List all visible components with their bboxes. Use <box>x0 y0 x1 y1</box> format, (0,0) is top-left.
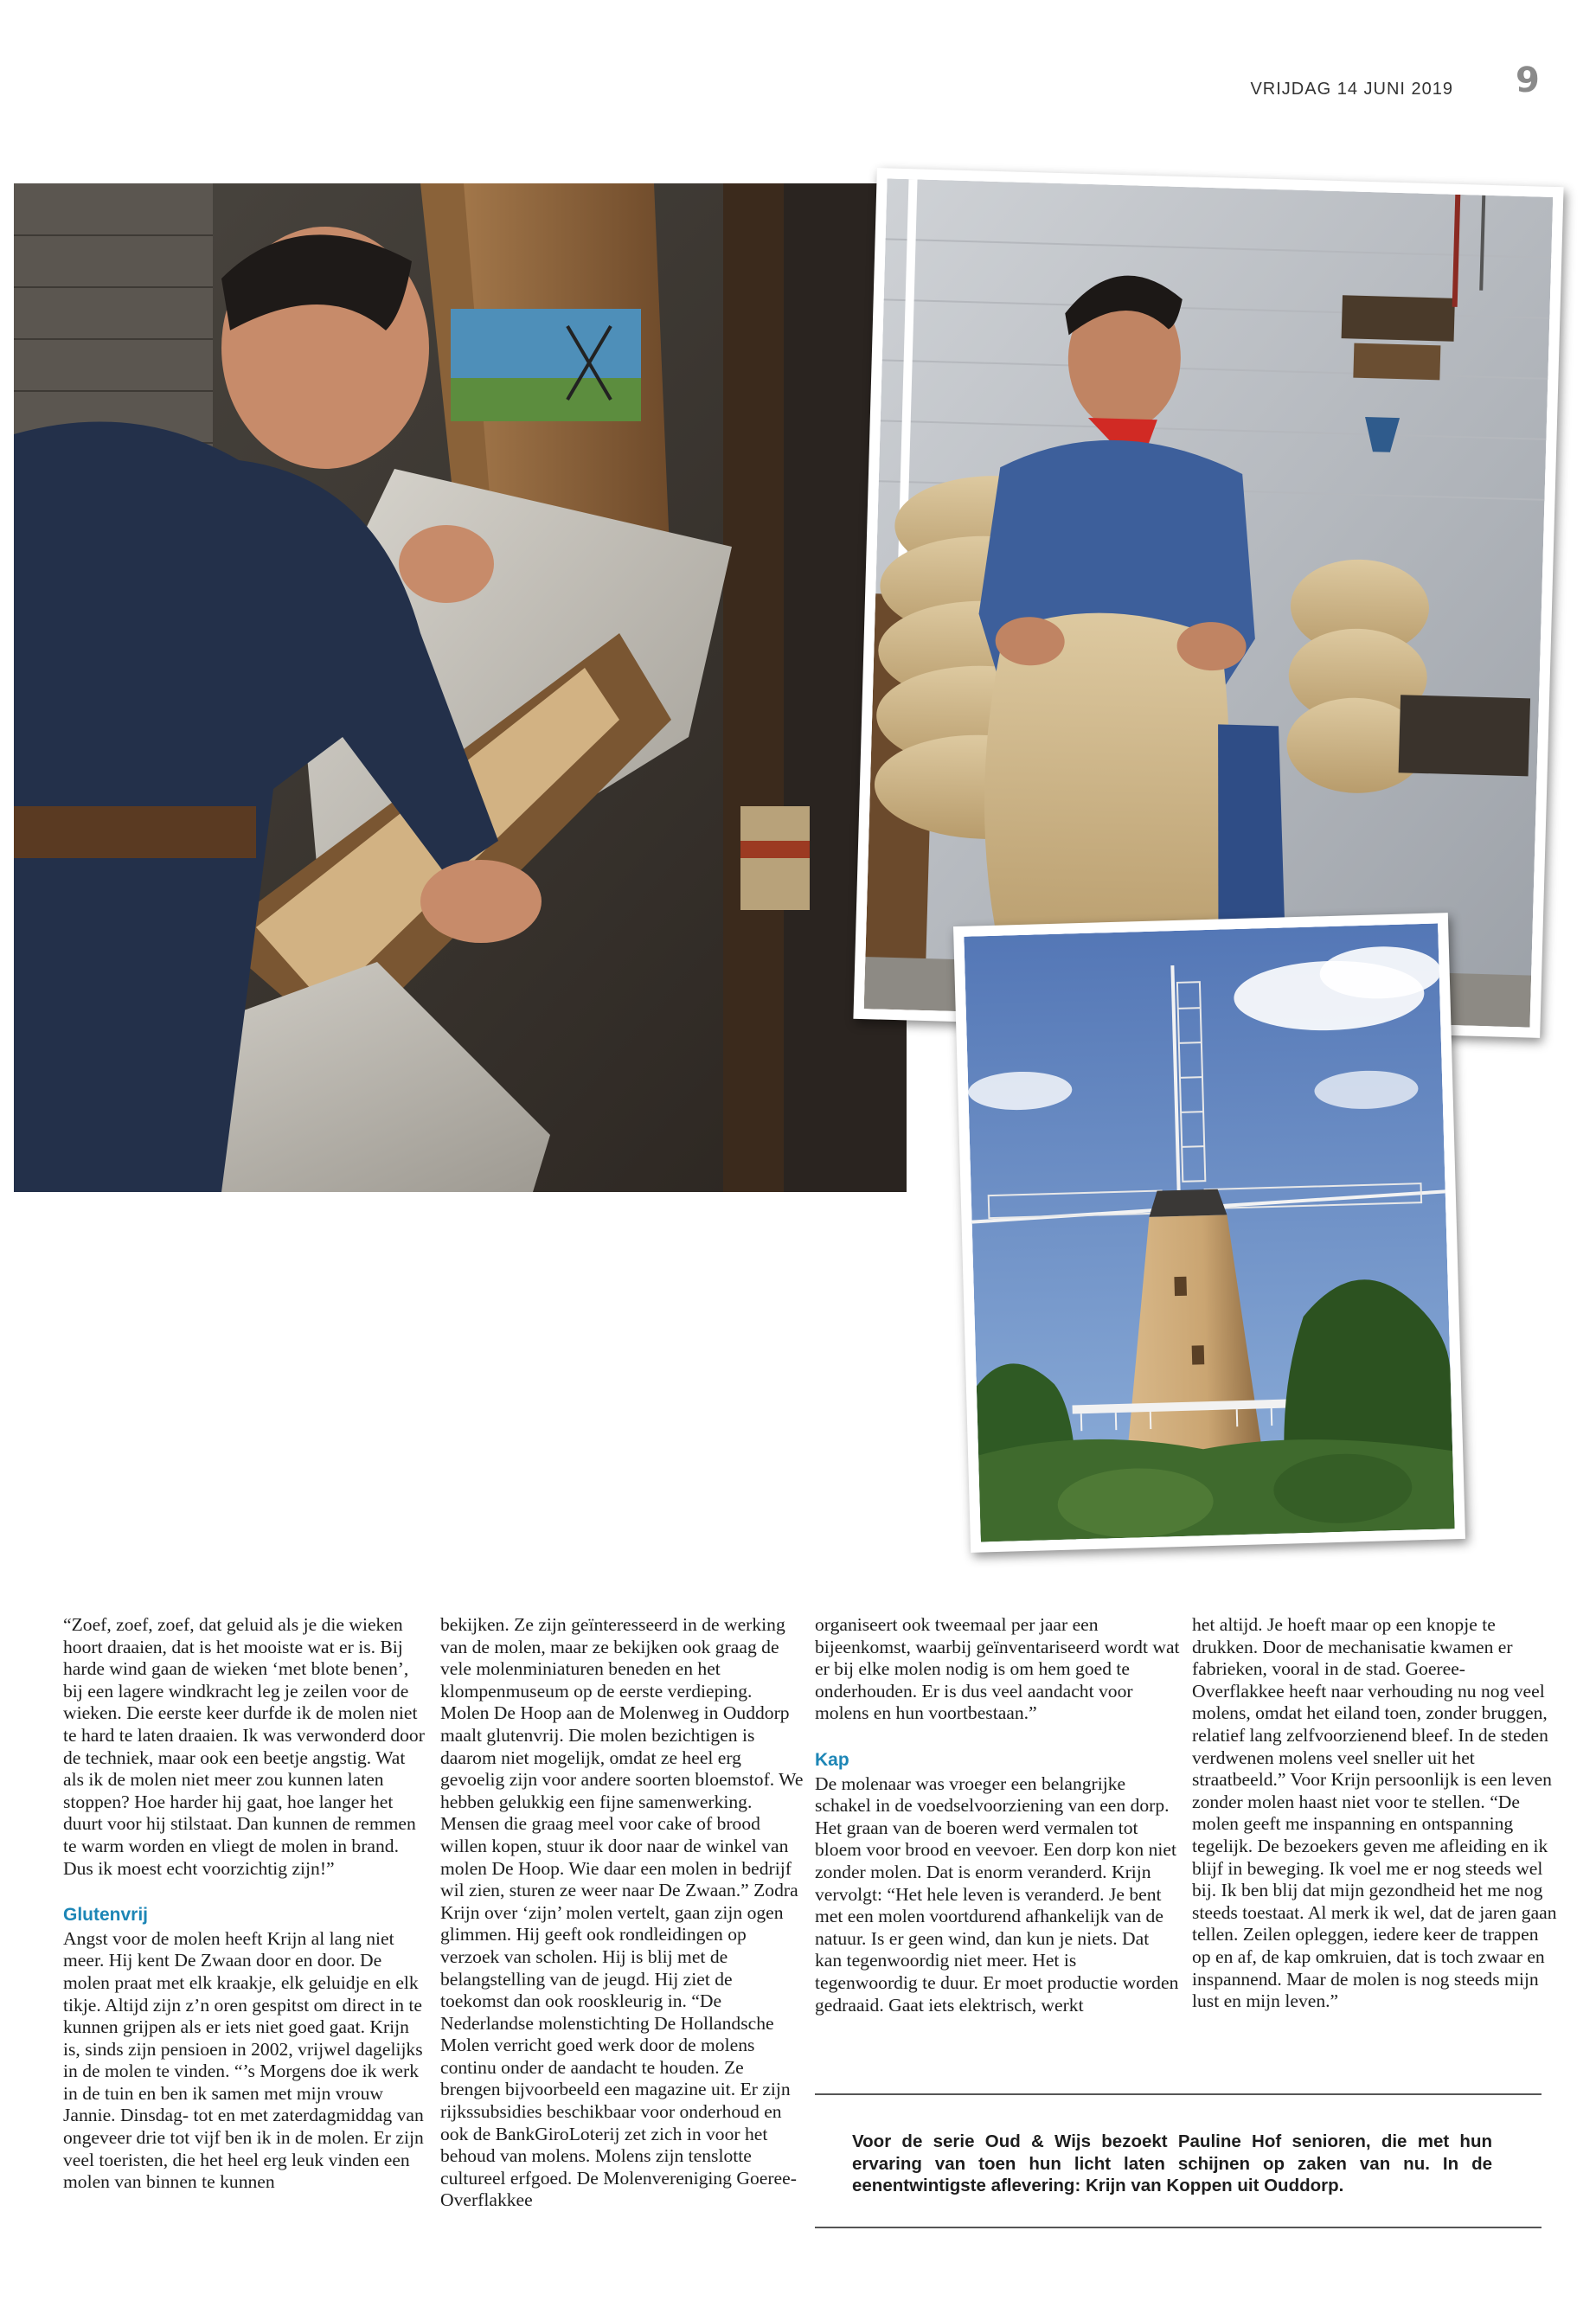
column-3-paragraph-1: organiseert ook tweemaal per jaar een bijeenkomst, waarbij geïnventariseerd wordt wat er bij elke molen nodig is om hem goed te onderhouden. Er is dus veel aandacht voor molens en hun voortbestaan.” <box>815 1614 1180 1724</box>
article-column-1 <box>63 1614 428 2194</box>
issue-date: VRIJDAG 14 JUNI 2019 <box>1250 80 1453 99</box>
article-column-3 <box>815 1614 1180 2016</box>
column-1-paragraph-1: “Zoef, zoef, zoef, dat geluid als je die wieken hoort draaien, dat is het mooiste wat er is. Bij harde wind gaan de wieken ‘met blote benen’, bij een lagere windkracht leg je zeilen voor de wieken. Die eerste keer durfde ik de molen niet te hard te laten draaien. Ik was verwonderd door de techniek, maar ook een beetje angstig. Wat als ik de molen niet meer zou kunnen laten stoppen? Hoe harder hij gaat, hoe langer het duurt voor hij stilstaat. Dan kunnen de remmen te warm worden en vliegt de molen in brand. Dus ik moest echt voorzichtig zijn!” <box>63 1614 425 1879</box>
intro-box-top-rule <box>815 2093 1542 2095</box>
series-intro-box: Voor de serie Oud & Wijs bezoekt Pauline Hof senioren, die met hun ervaring van toen hun licht laten schijnen op zaken van nu. In de eenentwintigste aflevering: Krijn van Koppen uit Ouddorp. <box>852 2131 1492 2195</box>
page-number: 9 <box>1516 61 1540 100</box>
column-4-paragraph-1: het altijd. Je hoeft maar op een knopje te drukken. Door de mechanisatie kwamen er fabrieken, vooral in de stad. Goeree-Overflakkee heeft naar verhouding nu nog veel molens, omdat het eiland toen, zonder bruggen, relatief lang zelfvoorzienend bleef. In de steden verdwenen molens veel sneller uit het straatbeeld.” Voor Krijn persoonlijk is een leven zonder molen haast niet voor te stellen. “De molen geeft me inspanning en ontspanning tegelijk. De bezoekers geven me afleiding en ik blijf in beweging. Ik voel me er nog steeds wel bij. Ik ben blij dat mijn gezondheid het me nog steeds toestaat. Al merk ik wel, dat de jaren gaan tellen. Zeilen opleggen, iedere keer de trappen op en af, de kap omkruien, dat is toch zwaar en inspannend. Maar de molen is nog steeds mijn lust en mijn leven.” <box>1192 1614 1557 2012</box>
photo-windmill <box>953 913 1465 1553</box>
photo-miller-grinding <box>14 183 907 1192</box>
column-2-paragraph-1: bekijken. Ze zijn geïnteresseerd in de werking van de molen, maar ze bekijken ook graag de vele molenminiaturen beneden en het klompenmuseum op de eerste verdieping. Molen De Hoop aan de Molenweg in Ouddorp maalt glutenvrij. Die molen bezichtigen is daarom niet mogelijk, omdat ze heel erg gevoelig zijn voor andere soorten bloemstof. We hebben gelukkig een fijne samenwerking. Mensen die graag meel voor cake of brood willen kopen, stuur ik door naar de winkel van molen De Hoop. Wie daar een molen in bedrijf wil zien, sturen ze weer naar De Zwaan.” Zodra Krijn over ‘zijn’ molen vertelt, gaan zijn ogen glimmen. Hij geeft ook rondleidingen op verzoek van scholen. Hij is blij met de belangstelling van de jeugd. Hij ziet de toekomst dan ook rooskleurig in. “De Nederlandse molenstichting De Hollandsche Molen verricht goed werk door de molens continu onder de aandacht te houden. Ze brengen bijvoorbeeld een magazine uit. Er zijn rijkssubsidies beschikbaar voor onderhoud en ook de BankGiroLoterij zet zich in voor het behoud van molens. Molens zijn tenslotte cultureel erfgoed. De Molenvereniging Goeree-Overflakkee <box>440 1614 804 2211</box>
column-1-paragraph-2: Angst voor de molen heeft Krijn al lang niet meer. Hij kent De Zwaan door en door. De molen praat met elk kraakje, elk geluidje en elk tikje. Altijd zijn z’n oren gespitst om direct in te kunnen grijpen als er iets niet goed gaat. Krijn is, sinds zijn pensioen in 2002, vrijwel dagelijks in de molen te vinden. “’s Morgens doe ik werk in de tuin en ben ik samen met mijn vrouw Jannie. Dinsdag- tot en met zaterdagmiddag van ongeveer drie tot vijf ben ik in de molen. Er zijn veel toeristen, die het heel erg leuk vinden een molen van binnen te kunnen <box>63 1927 424 2193</box>
column-3-paragraph-2: De molenaar was vroeger een belangrijke schakel in de voedselvoorziening van een dorp. Het graan van de boeren werd vermalen tot bloem voor brood en veevoer. Een dorp kon niet zonder molen. Dat is enorm veranderd. Krijn vervolgt: “Het hele leven is veranderd. Je bent met een molen voortdurend afhankelijk van de natuur. Is er geen wind, dan kun je niets. Dat kan tegenwoordig niet meer. Het is tegenwoordig te duur. Er moet productie worden gedraaid. Gaat iets elektrisch, werkt <box>815 1772 1179 2016</box>
intro-box-bottom-rule <box>815 2227 1542 2228</box>
subhead-glutenvrij: Glutenvrij <box>63 1905 149 1926</box>
article-column-4 <box>1192 1614 1557 2013</box>
photo-miller-sacks <box>853 168 1563 1038</box>
subhead-kap: Kap <box>815 1749 849 1770</box>
article-column-2 <box>440 1614 805 2212</box>
